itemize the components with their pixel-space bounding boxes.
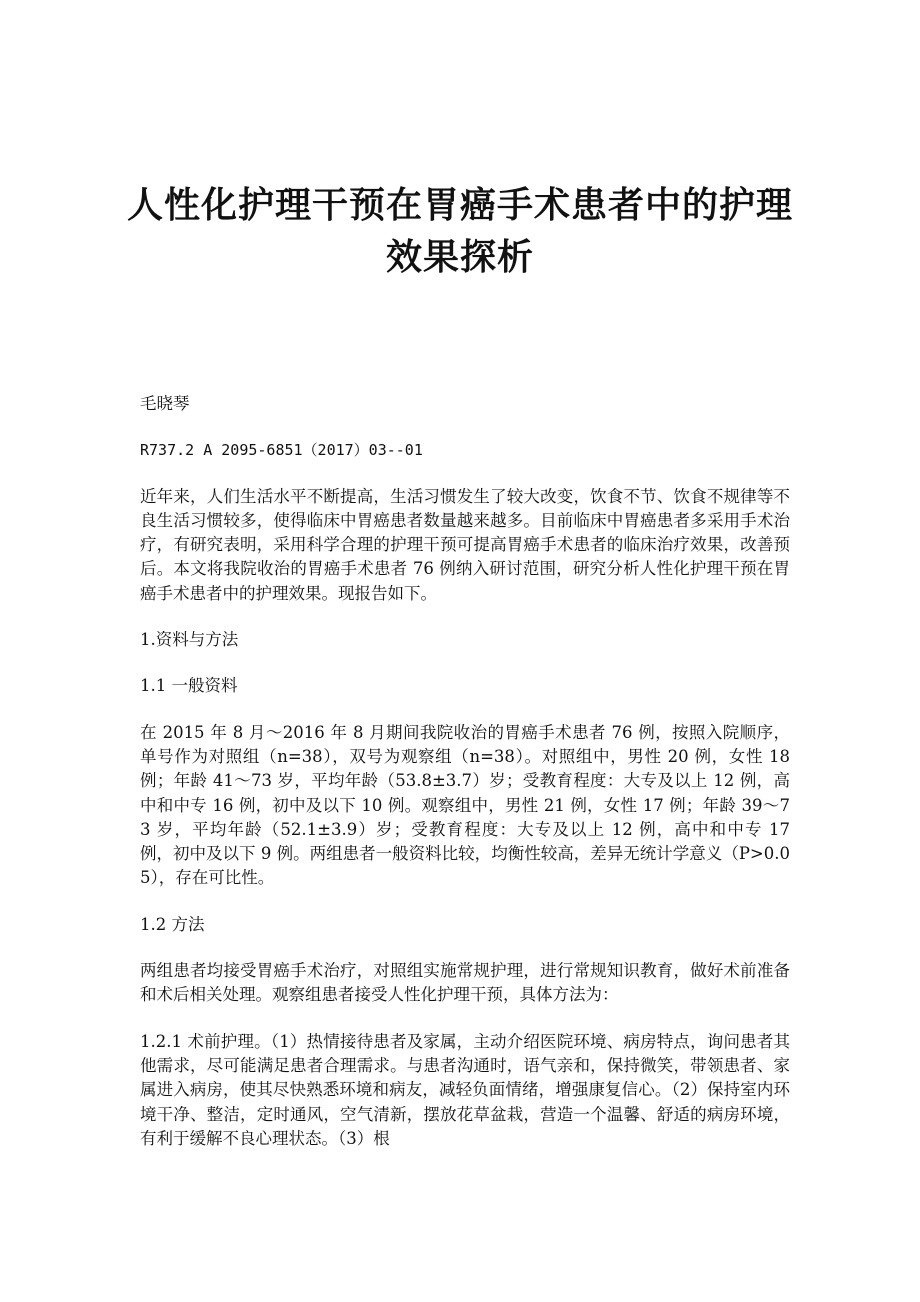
- author-name: 毛晓琴: [140, 394, 190, 413]
- intro-paragraph: 近年来，人们生活水平不断提高，生活习惯发生了较大改变，饮食不节、饮食不规律等不良生活习惯较多，使得临床中胃癌患者数量越来越多。目前临床中胃癌患者多采用手术治疗，有研究表明，采用科学合理的护理干预可提高胃癌手术患者的临床治疗效果，改善预后。本文将我院收治的胃癌手术患者 76 例纳入研讨范围，研究分析人性化护理干预在胃癌手术患者中的护理效果。现报告如下。: [140, 486, 790, 603]
- section-heading-materials-methods: 1.资料与方法: [140, 630, 239, 650]
- classification-code: R737.2 A 2095-6851（2017）03--01: [140, 441, 423, 460]
- document-title: 人性化护理干预在胃癌手术患者中的护理效果探析: [126, 185, 793, 278]
- preoperative-nursing-paragraph: 1.2.1 术前护理。（1）热情接待患者及家属，主动介绍医院环境、病房特点，询问患者其他需求，尽可能满足患者合理需求。与患者沟通时，语气亲和，保持微笑，带领患者、家属进入病房，使其尽快熟悉环境和病友，减轻负面情绪，增强康复信心。（2）保持室内环境干净、整洁，定时通风，空气清新，摆放花草盆栽，营造一个温馨、舒适的病房环境，有利于缓解不良心理状态。（3）根: [140, 1031, 790, 1148]
- subsection-heading-methods: 1.2 方法: [140, 914, 205, 934]
- general-data-paragraph: 在 2015 年 8 月～2016 年 8 月期间我院收治的胃癌手术患者 76 例，按照入院顺序，单号作为对照组（n=38），双号为观察组（n=38）。对照组中，男性 20 例，女性 18 例；年龄 41～73 岁，平均年龄（53.8±3.7）岁；受教育程度：大专及以上 12 例，高中和中专 16 例，初中及以下 10 例。观察组中，男性 21 例，女性 17 例；年龄 39～73 岁，平均年龄（52.1±3.9）岁；受教育程度：大专及以上 12 例，高中和中专 17 例，初中及以下 9 例。两组患者一般资料比较，均衡性较高，差异无统计学意义（P>0.05），存在可比性。: [140, 722, 790, 888]
- document-body: [140, 392, 790, 1173]
- methods-paragraph: 两组患者均接受胃癌手术治疗，对照组实施常规护理，进行常规知识教育，做好术前准备和术后相关处理。观察组患者接受人性化护理干预，具体方法为：: [140, 961, 790, 1005]
- subsection-heading-general-data: 1.1 一般资料: [140, 676, 238, 696]
